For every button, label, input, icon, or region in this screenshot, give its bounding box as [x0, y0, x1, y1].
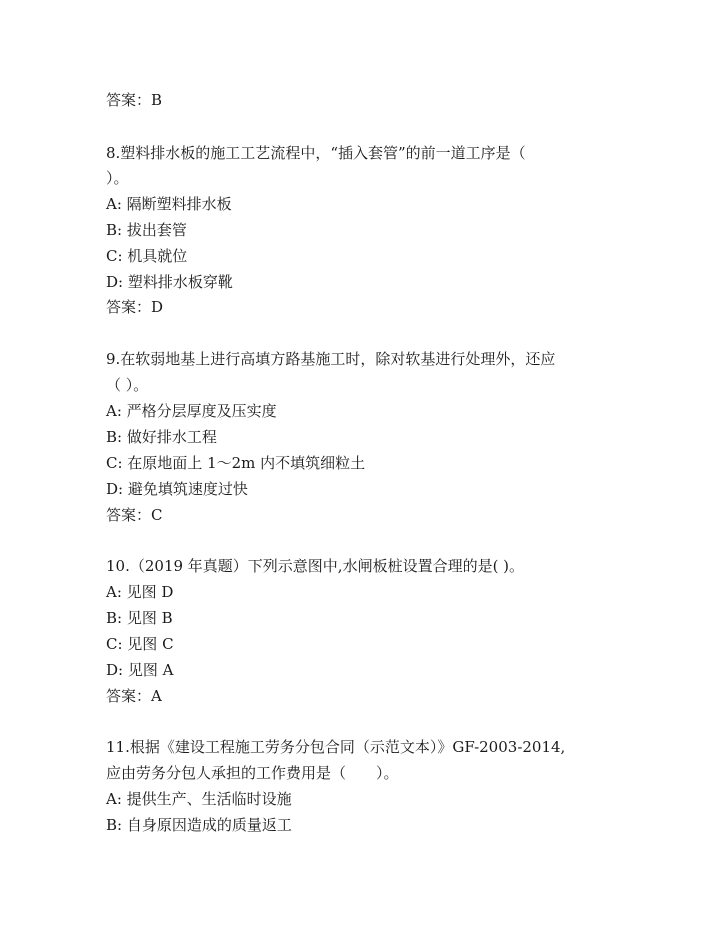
- question-8-stem-line-2: ）。: [106, 169, 129, 187]
- question-8-option-a: A: 隔断塑料排水板: [106, 195, 232, 213]
- question-9-stem-line-2: （ ）。: [106, 376, 149, 394]
- question-9-option-a: A: 严格分层厚度及压实度: [106, 402, 277, 420]
- question-8-stem-line-1: 8.塑料排水板的施工工艺流程中，“插入套管”的前一道工序是（: [106, 144, 526, 162]
- question-8-answer: 答案：D: [106, 298, 164, 316]
- question-9-option-b: B: 做好排水工程: [106, 428, 217, 446]
- question-9-option-d: D: 避免填筑速度过快: [106, 480, 248, 498]
- question-8-option-c: C: 机具就位: [106, 247, 188, 265]
- question-9-stem-line-1: 9.在软弱地基上进行高填方路基施工时，除对软基进行处理外，还应: [106, 350, 556, 368]
- question-11-stem-line-1: 11.根据《建设工程施工劳务分包合同（示范文本）》GF-2003-2014,: [106, 738, 566, 756]
- question-8-option-d: D: 塑料排水板穿靴: [106, 273, 233, 291]
- question-8-option-b: B: 拔出套管: [106, 221, 187, 239]
- question-10-option-a: A: 见图 D: [106, 583, 174, 601]
- question-10-option-c: C: 见图 C: [106, 635, 174, 653]
- question-11-option-b: B: 自身原因造成的质量返工: [106, 816, 292, 834]
- previous-answer: 答案：B: [106, 91, 163, 109]
- question-10-stem: 10.（2019 年真题）下列示意图中,水闸板桩设置合理的是( )。: [106, 557, 525, 575]
- question-9-answer: 答案：C: [106, 506, 163, 524]
- question-10-option-b: B: 见图 B: [106, 609, 173, 627]
- question-10-option-d: D: 见图 A: [106, 661, 174, 679]
- question-11-stem-line-2: 应由劳务分包人承担的工作费用是（ ）。: [106, 764, 399, 782]
- question-11-option-a: A: 提供生产、生活临时设施: [106, 790, 292, 808]
- question-10-answer: 答案：A: [106, 687, 162, 705]
- question-9-option-c: C: 在原地面上 1～2m 内不填筑细粒土: [106, 454, 366, 472]
